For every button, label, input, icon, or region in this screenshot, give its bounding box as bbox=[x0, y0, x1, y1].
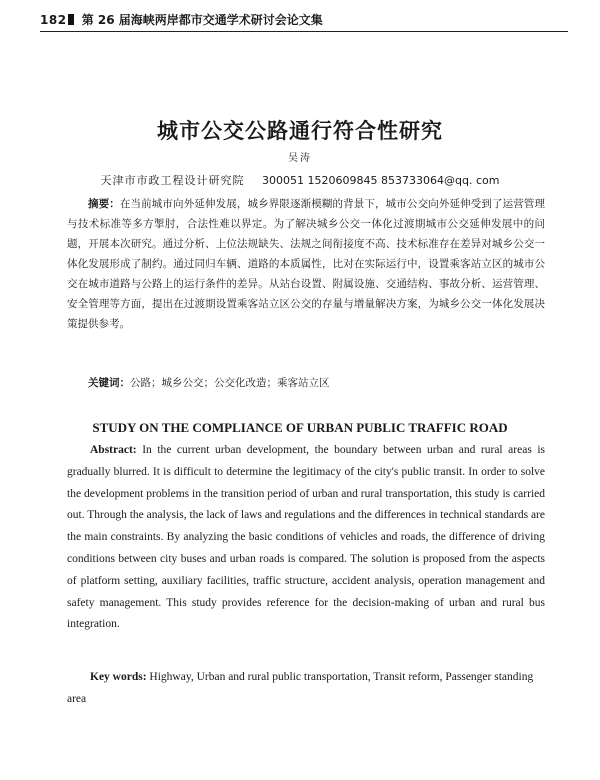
english-abstract-label: Abstract: bbox=[90, 444, 137, 456]
chinese-abstract-text: 在当前城市向外延伸发展，城乡界限逐渐模糊的背景下，城市公交向外延伸受到了运营管理与技术标准等多方掣肘，合法性难以界定。为了解决城乡公交一体化过渡期城市公交延伸发展中的问题，开展本次研究。通过分析、上位法规缺失、法规之间衔接度不高、技术标准存在差异对城乡公交一体化发展形成了制约。通过同归车辆、道路的本质属性，比对在实际运行中，设置乘客站立区的城市公交在城市道路与公路上的运行条件的差异。从站台设置、附属设施、交通结构、事故分析、运营管理、安全管理等方面，提出在过渡期设置乘客站立区公交的存量与增量解决方案，为城乡公交一体化发展决策提供参考。 bbox=[67, 198, 546, 330]
english-abstract bbox=[67, 440, 545, 636]
affiliation: 天津市市政工程设计研究院 bbox=[100, 174, 245, 187]
contact-info: 300051 1520609845 853733064@qq. com bbox=[262, 174, 500, 187]
journal-title: 第 26 届海峡两岸都市交通学术研讨会论文集 bbox=[81, 13, 323, 27]
page-number: 182 bbox=[40, 13, 67, 27]
english-abstract-text: In the current urban development, the boundary between urban and rural areas is gradually blurred. It is difficult to determine the legitimacy of the city's public transit. In order to solve the development problems in the transition period of urban and rural transportation, this study is carried out. Through the analysis, the lack of laws and regulations and the differences in technical standards are the main constraints. By analyzing the basic conditions of vehicles and roads, the difference of driving conditions between city buses and urban roads is compared. The solution is proposed from the aspects of platform setting, auxiliary facilities, traffic structure, accident analysis, operation management and safety management. This study provides reference for the decision-making of urban and rural bus integration. bbox=[67, 444, 546, 631]
affiliation-line bbox=[60, 172, 540, 188]
chinese-keywords-text: 公路；城乡公交；公交化改造；乘客站立区 bbox=[130, 377, 330, 389]
english-keywords-label: Key words: bbox=[90, 671, 147, 683]
english-keywords-text: Highway, Urban and rural public transportation, Transit reform, Passenger standing area bbox=[67, 671, 534, 705]
chinese-keywords-label: 关键词： bbox=[88, 377, 130, 389]
author-name: 吴涛 bbox=[288, 153, 312, 164]
english-title: STUDY ON THE COMPLIANCE OF URBAN PUBLIC TRAFFIC ROAD bbox=[92, 420, 508, 435]
running-header bbox=[40, 10, 568, 32]
paper-title: 城市公交公路通行符合性研究 bbox=[157, 119, 443, 143]
header-block-mark bbox=[68, 14, 74, 25]
chinese-abstract bbox=[67, 194, 545, 334]
chinese-abstract-label: 摘要： bbox=[88, 198, 120, 210]
chinese-keywords bbox=[67, 373, 545, 393]
english-keywords bbox=[67, 667, 545, 711]
